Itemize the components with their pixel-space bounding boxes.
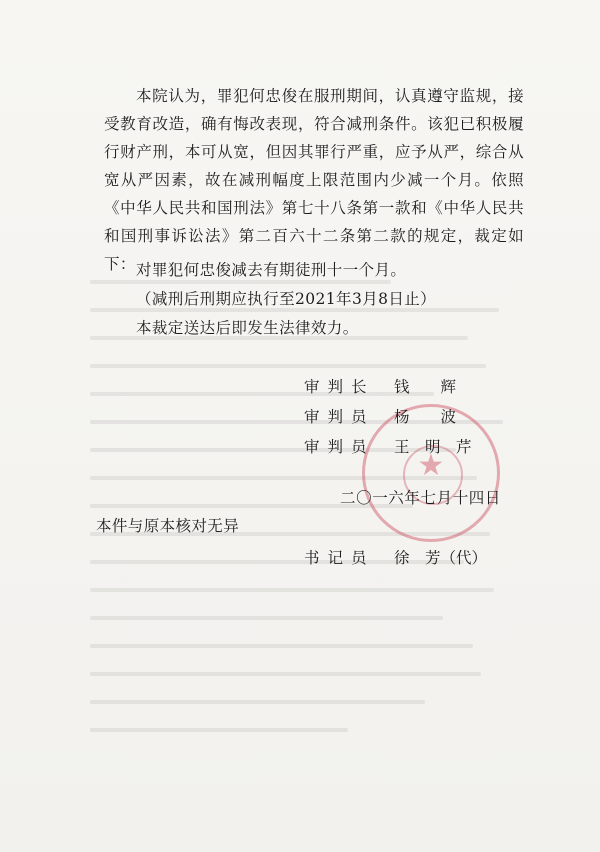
- ruling-date: 二〇一六年七月十四日: [340, 489, 502, 507]
- signature-role: 书记员: [304, 549, 375, 567]
- signature-role: 审判员: [304, 438, 375, 456]
- signature-presiding-judge: [304, 375, 456, 397]
- sentence-end-note: （减刑后刑期应执行至2021年3月8日止）: [136, 290, 437, 308]
- ruling-line: 对罪犯何忠俊减去有期徒刑十一个月。: [136, 261, 407, 279]
- signature-judge-1: [304, 405, 456, 427]
- signature-role: 审判长: [304, 378, 375, 396]
- effect-line: 本裁定送达后即发生法律效力。: [136, 319, 359, 337]
- signature-clerk: [304, 546, 487, 568]
- reasoning-paragraph: 本院认为，罪犯何忠俊在服刑期间，认真遵守监规，接受教育改造，确有悔改表现，符合减刑条件。该犯已积极履行财产刑，本可从宽，但因其罪行严重，应予从严，综合从宽从严因素，故在减刑幅度上限范围内少减一个月。依照《中华人民共和国刑法》第七十八条第一款和《中华人民共和国刑事诉讼法》第二百六十二条第二款的规定，裁定如下：: [104, 87, 524, 273]
- court-seal: ★: [362, 404, 500, 542]
- signature-name: 徐 芳（代）: [394, 549, 488, 567]
- signature-name: 钱 辉: [394, 378, 457, 396]
- reverse-side-bleed-through: [90, 280, 520, 800]
- signature-name: 杨 波: [394, 408, 457, 426]
- signature-role: 审判员: [304, 408, 375, 426]
- signature-judge-2: [304, 435, 472, 457]
- signature-name: 王 明 芹: [394, 438, 472, 456]
- verification-note: 本件与原本核对无异: [96, 517, 240, 535]
